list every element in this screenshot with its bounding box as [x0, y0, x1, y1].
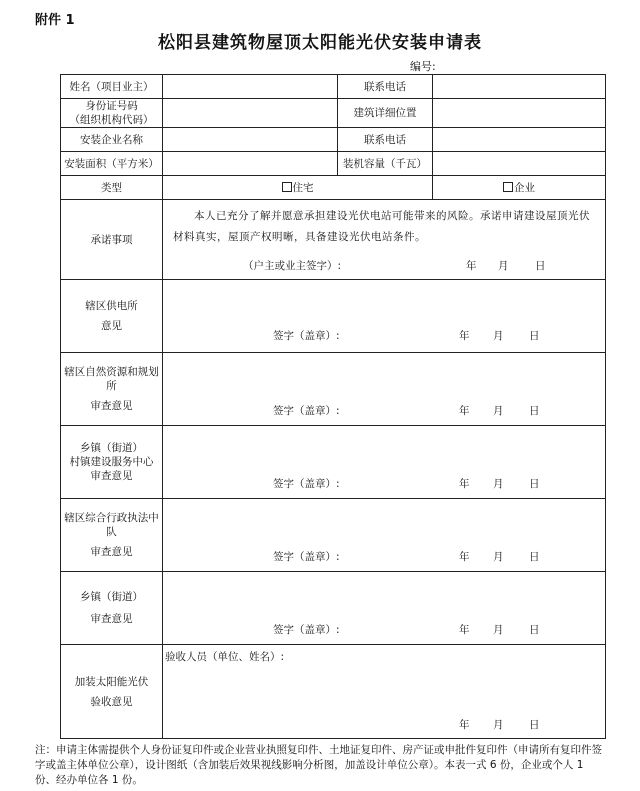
town-construction-label-line3: 审查意见 [90, 470, 133, 482]
date-month: 月 [493, 719, 504, 731]
natural-resources-opinion-cell[interactable] [163, 353, 606, 426]
opinion-row-town-street [61, 572, 606, 645]
acceptance-label [61, 645, 163, 739]
date-month: 月 [498, 260, 509, 272]
opinion-row-law-enforcement [61, 499, 606, 572]
type-row [61, 176, 606, 200]
acceptance-label-line2: 验收意见 [90, 695, 133, 708]
commitment-text: 本人已充分了解并愿意承担建设光伏电站可能带来的风险。承诺申请建设屋顶光伏材料真实，屋顶产权明晰，具备建设光伏电站条件。 [173, 210, 590, 243]
owner-row [61, 75, 606, 99]
inspector-label: 验收人员（单位、姓名）: [165, 651, 285, 663]
opinion-row-town-construction [61, 426, 606, 499]
date-year: 年 [459, 624, 470, 636]
acceptance-label-line1: 加装太阳能光伏 [74, 675, 149, 688]
commitment-label: 承诺事项 [61, 200, 163, 280]
date-month: 月 [493, 551, 504, 563]
type-option-residential[interactable] [163, 176, 433, 200]
owner-name-label: 姓名（项目业主） [61, 75, 163, 99]
owner-phone-label: 联系电话 [338, 75, 433, 99]
owner-phone-field[interactable] [433, 75, 606, 99]
owner-name-field[interactable] [163, 75, 338, 99]
date-day: 日 [529, 330, 540, 342]
checkbox-residential[interactable] [282, 182, 292, 192]
law-enforcement-label-line2: 审查意见 [90, 546, 133, 558]
power-station-label-line1: 辖区供电所 [85, 300, 138, 312]
form-number-label: 编号: [410, 60, 436, 73]
type-label: 类型 [61, 176, 163, 200]
attachment-label: 附件 1 [35, 13, 75, 28]
town-construction-label-line2: 村镇建设服务中心 [69, 456, 154, 468]
natural-resources-label-line1: 辖区自然资源和规划所 [64, 366, 159, 392]
id-number-label-line2: （组织机构代码） [69, 114, 154, 126]
date-month: 月 [493, 330, 504, 342]
date-day: 日 [529, 405, 540, 417]
law-enforcement-opinion-cell[interactable] [163, 499, 606, 572]
signature-seal-label: 签字（盖章）: [273, 330, 340, 342]
type-option-enterprise[interactable] [433, 176, 606, 200]
date-day: 日 [529, 551, 540, 563]
id-number-field[interactable] [163, 99, 338, 128]
opinion-row-natural-resources [61, 353, 606, 426]
law-enforcement-label-line1: 辖区综合行政执法中队 [64, 512, 159, 538]
signature-seal-label: 签字（盖章）: [273, 478, 340, 490]
installer-row [61, 128, 606, 152]
installer-phone-label: 联系电话 [338, 128, 433, 152]
date-month: 月 [493, 405, 504, 417]
id-row [61, 99, 606, 128]
town-construction-label [61, 426, 163, 499]
installer-name-field[interactable] [163, 128, 338, 152]
date-year: 年 [466, 260, 477, 272]
town-street-label-line1: 乡镇（街道） [80, 591, 143, 603]
installer-name-label: 安装企业名称 [61, 128, 163, 152]
footnote: 注：申请主体需提供个人身份证复印件或企业营业执照复印件、土地证复印件、房产证或申批件复印件（申请所有复印件签字或盖主体单位公章），设计图纸（含加装后效果视线影响分析图，加盖设计单位公章）。本表一式 6 份，企业或个人 1 份、经办单位各 1 份。 [35, 744, 602, 786]
town-street-label [61, 572, 163, 645]
building-location-label: 建筑详细位置 [338, 99, 433, 128]
installed-capacity-field[interactable] [433, 152, 606, 176]
signature-seal-label: 签字（盖章）: [273, 624, 340, 636]
commitment-row [61, 200, 606, 280]
id-number-label-line1: 身份证号码 [85, 100, 138, 112]
natural-resources-label-line2: 审查意见 [90, 400, 133, 412]
capacity-row [61, 152, 606, 176]
power-station-label-line2: 意见 [101, 320, 122, 332]
commitment-cell [163, 200, 606, 280]
install-area-field[interactable] [163, 152, 338, 176]
law-enforcement-label [61, 499, 163, 572]
date-day: 日 [535, 260, 546, 272]
town-street-label-line2: 审查意见 [90, 613, 133, 625]
power-station-label [61, 280, 163, 353]
natural-resources-label [61, 353, 163, 426]
date-year: 年 [459, 551, 470, 563]
acceptance-row [61, 645, 606, 739]
date-year: 年 [459, 405, 470, 417]
opinion-row-power-station [61, 280, 606, 353]
date-month: 月 [493, 478, 504, 490]
install-area-label: 安装面积（平方米） [61, 152, 163, 176]
acceptance-opinion-cell[interactable] [163, 645, 606, 739]
building-location-field[interactable] [433, 99, 606, 128]
town-construction-opinion-cell[interactable] [163, 426, 606, 499]
date-day: 日 [529, 719, 540, 731]
date-month: 月 [493, 624, 504, 636]
signature-seal-label: 签字（盖章）: [273, 551, 340, 563]
power-station-opinion-cell[interactable] [163, 280, 606, 353]
date-year: 年 [459, 719, 470, 731]
date-year: 年 [459, 330, 470, 342]
date-day: 日 [529, 624, 540, 636]
application-form-table [60, 74, 606, 739]
town-construction-label-line1: 乡镇（街道） [80, 442, 143, 454]
form-title: 松阳县建筑物屋顶太阳能光伏安装申请表 [158, 33, 482, 53]
date-year: 年 [459, 478, 470, 490]
checkbox-enterprise[interactable] [503, 182, 513, 192]
residential-label: 住宅 [292, 182, 314, 194]
town-street-opinion-cell[interactable] [163, 572, 606, 645]
enterprise-label: 企业 [514, 182, 535, 194]
id-number-label [61, 99, 163, 128]
installer-phone-field[interactable] [433, 128, 606, 152]
signature-seal-label: 签字（盖章）: [273, 405, 340, 417]
installed-capacity-label: 装机容量（千瓦） [338, 152, 433, 176]
date-day: 日 [529, 478, 540, 490]
owner-signature-label: （户主或业主签字）: [243, 260, 342, 272]
